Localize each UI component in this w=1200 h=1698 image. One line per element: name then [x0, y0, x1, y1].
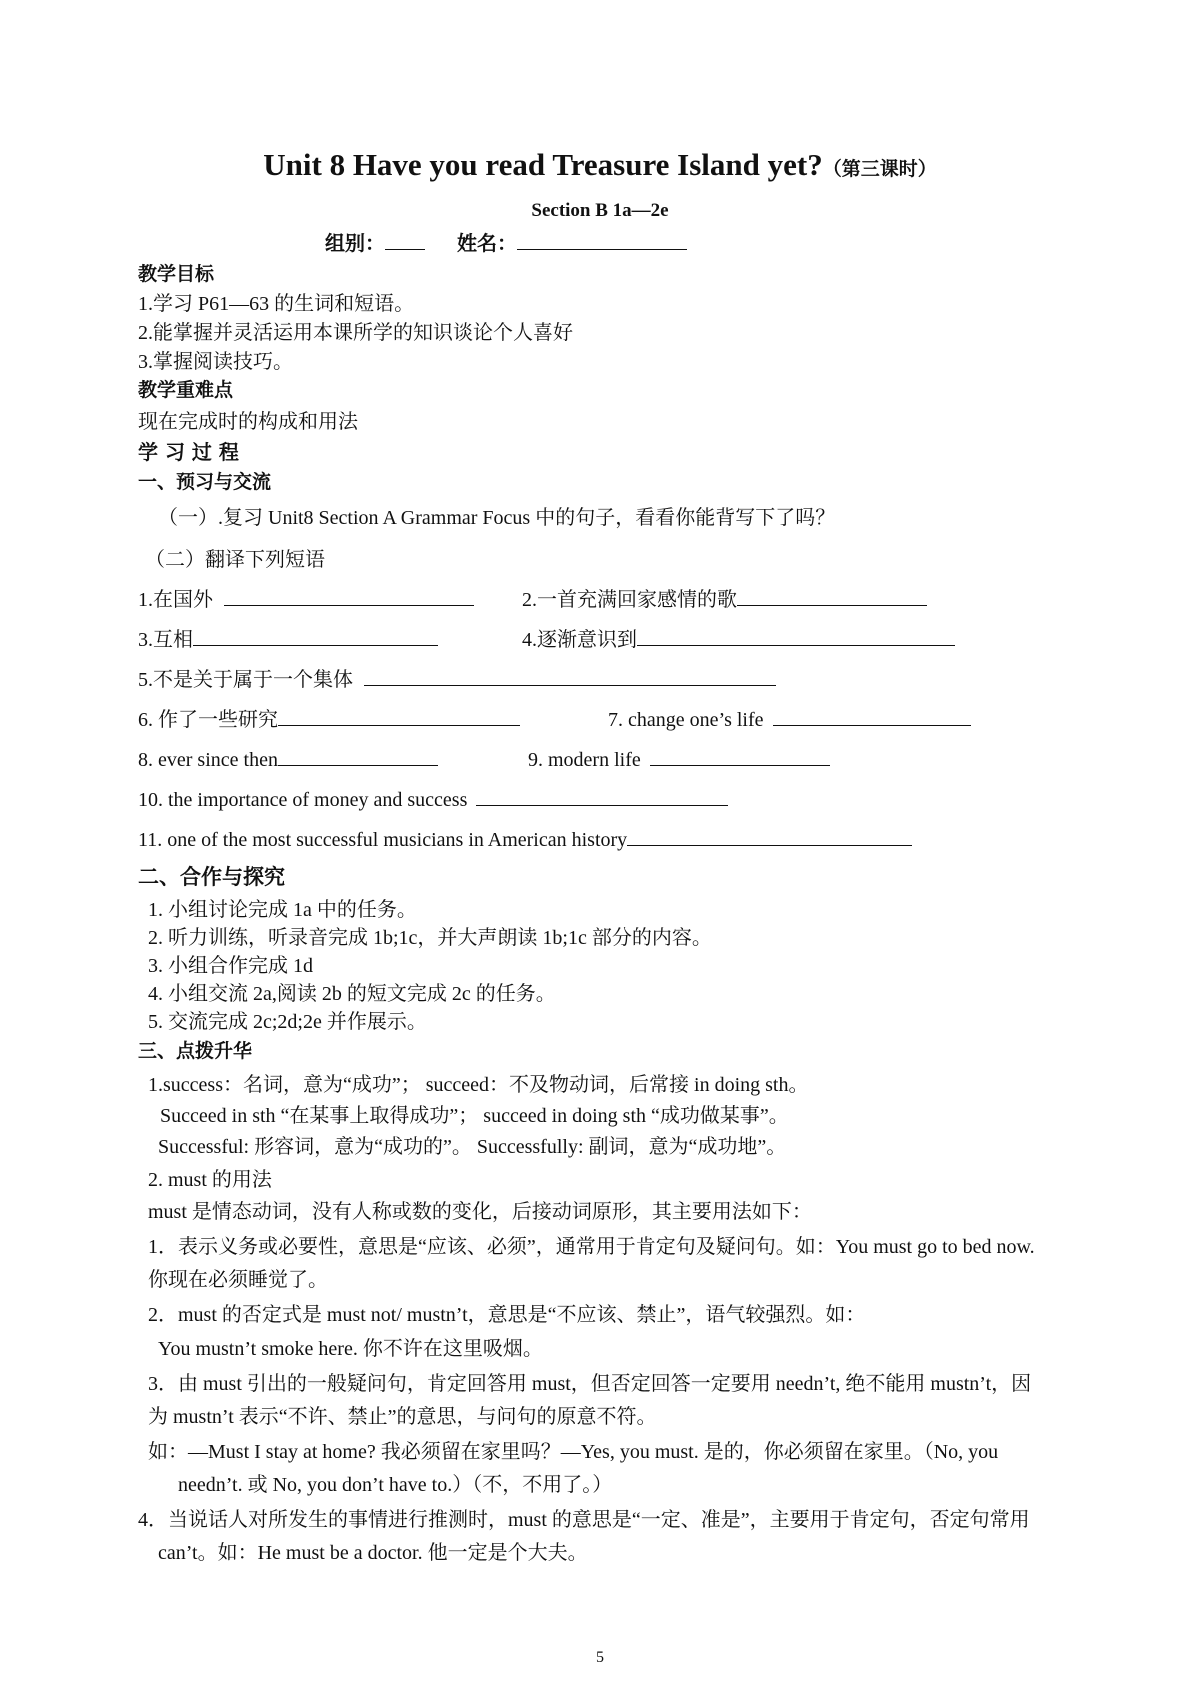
- task-item: 2. 听力训练，听录音完成 1b;1c，并大声朗读 1b;1c 部分的内容。: [148, 927, 712, 949]
- answer-blank[interactable]: [627, 829, 912, 846]
- task-item: 1. 小组讨论完成 1a 中的任务。: [148, 899, 417, 921]
- answer-blank[interactable]: [637, 629, 955, 646]
- part1-sub1: （一）.复习 Unit8 Section A Grammar Focus 中的句子，看看你能背写下了吗？: [158, 507, 836, 529]
- name-blank[interactable]: [517, 233, 687, 250]
- process-heading: 学 习 过 程: [138, 440, 239, 464]
- note-line: 3．由 must 引出的一般疑问句，肯定回答用 must，但否定回答一定要用 needn’t, 绝不能用 mustn’t，因: [148, 1373, 1032, 1395]
- note-line: 如：—Must I stay at home? 我必须留在家里吗？—Yes, you must. 是的，你必须留在家里。（No, you: [148, 1441, 999, 1463]
- note-line: must 是情态动词，没有人称或数的变化，后接动词原形，其主要用法如下：: [148, 1201, 812, 1223]
- note-line: 1.success：名词，意为“成功”； succeed：不及物动词，后常接 in doing sth。: [148, 1074, 809, 1096]
- page-number: 5: [596, 1649, 604, 1666]
- phrase-label: 11. one of the most successful musicians in American history: [138, 829, 628, 851]
- group-label: 组别：: [325, 233, 385, 255]
- answer-blank[interactable]: [278, 749, 438, 766]
- note-line: You mustn’t smoke here. 你不许在这里吸烟。: [158, 1338, 543, 1360]
- note-line: 2．must 的否定式是 must not/ mustn’t，意思是“不应该、禁止”，语气较强烈。如：: [148, 1304, 866, 1326]
- task-item: 4. 小组交流 2a,阅读 2b 的短文完成 2c 的任务。: [148, 983, 556, 1005]
- answer-blank[interactable]: [773, 709, 971, 726]
- answer-blank[interactable]: [224, 589, 474, 606]
- phrase-item: [138, 668, 776, 693]
- phrase-item: [608, 708, 971, 733]
- phrase-item: [138, 788, 728, 813]
- note-line: 为 mustn’t 表示“不许、禁止”的意思，与问句的原意不符。: [148, 1406, 657, 1428]
- part2-heading: 二、合作与探究: [138, 865, 285, 889]
- phrase-item: [138, 628, 438, 653]
- objective-item: 3.掌握阅读技巧。: [138, 351, 293, 373]
- phrase-item: [138, 708, 520, 733]
- note-line: 1．表示义务或必要性，意思是“应该、必须”，通常用于肯定句及疑问句。如：You must go to bed now.: [148, 1236, 1035, 1258]
- phrase-label: 9. modern life: [528, 749, 641, 771]
- name-label: 姓名：: [457, 233, 517, 255]
- group-name-row: [325, 232, 687, 257]
- phrase-item: [138, 748, 438, 773]
- phrase-label: 2.一首充满回家感情的歌: [522, 589, 737, 611]
- phrase-label: 7. change one’s life: [608, 709, 764, 731]
- phrase-label: 6. 作了一些研究: [138, 709, 278, 731]
- part3-heading: 三、点拨升华: [138, 1040, 253, 1062]
- title-note: （第三课时）: [822, 159, 937, 180]
- answer-blank[interactable]: [737, 589, 927, 606]
- note-line: 你现在必须睡觉了。: [148, 1269, 328, 1291]
- page-title: [0, 146, 1200, 185]
- phrase-label: 3.互相: [138, 629, 193, 651]
- key-points-heading: 教学重难点: [138, 379, 234, 401]
- task-item: 3. 小组合作完成 1d: [148, 955, 313, 977]
- task-item: 5. 交流完成 2c;2d;2e 并作展示。: [148, 1011, 427, 1033]
- answer-blank[interactable]: [193, 629, 438, 646]
- objectives-heading: 教学目标: [138, 263, 215, 285]
- answer-blank[interactable]: [650, 749, 830, 766]
- phrase-label: 1.在国外: [138, 589, 213, 611]
- note-line: Succeed in sth “在某事上取得成功”； succeed in doing sth “成功做某事”。: [160, 1105, 789, 1127]
- phrase-label: 8. ever since then: [138, 749, 278, 771]
- note-line: 2. must 的用法: [148, 1169, 272, 1191]
- phrase-label: 4.逐渐意识到: [522, 629, 637, 651]
- phrase-label: 10. the importance of money and success: [138, 789, 468, 811]
- phrase-item: [522, 628, 955, 653]
- note-line: can’t。如：He must be a doctor. 他一定是个大夫。: [158, 1542, 588, 1564]
- objective-item: 1.学习 P61—63 的生词和短语。: [138, 293, 415, 315]
- part1-heading: 一、预习与交流: [138, 471, 272, 493]
- phrase-label: 5.不是关于属于一个集体: [138, 669, 353, 691]
- answer-blank[interactable]: [278, 709, 520, 726]
- phrase-item: [138, 588, 474, 613]
- note-line: 4．当说话人对所发生的事情进行推测时，must 的意思是“一定、准是”，主要用于肯定句，否定句常用: [138, 1509, 1030, 1531]
- part1-sub2: （二）翻译下列短语: [145, 549, 325, 571]
- note-line: needn’t. 或 No, you don’t have to.）（不，不用了。）: [178, 1474, 613, 1496]
- phrase-item: [522, 588, 927, 613]
- section-label: Section B 1a—2e: [531, 200, 669, 221]
- group-blank[interactable]: [385, 233, 425, 250]
- answer-blank[interactable]: [364, 669, 776, 686]
- note-line: Successful: 形容词，意为“成功的”。 Successfully: 副词，意为“成功地”。: [158, 1136, 787, 1158]
- key-points-text: 现在完成时的构成和用法: [138, 411, 358, 433]
- title-text: Unit 8 Have you read Treasure Island yet?: [263, 147, 823, 182]
- phrase-item: [138, 828, 912, 853]
- answer-blank[interactable]: [476, 789, 728, 806]
- phrase-item: [528, 748, 830, 773]
- objective-item: 2.能掌握并灵活运用本课所学的知识谈论个人喜好: [138, 322, 573, 344]
